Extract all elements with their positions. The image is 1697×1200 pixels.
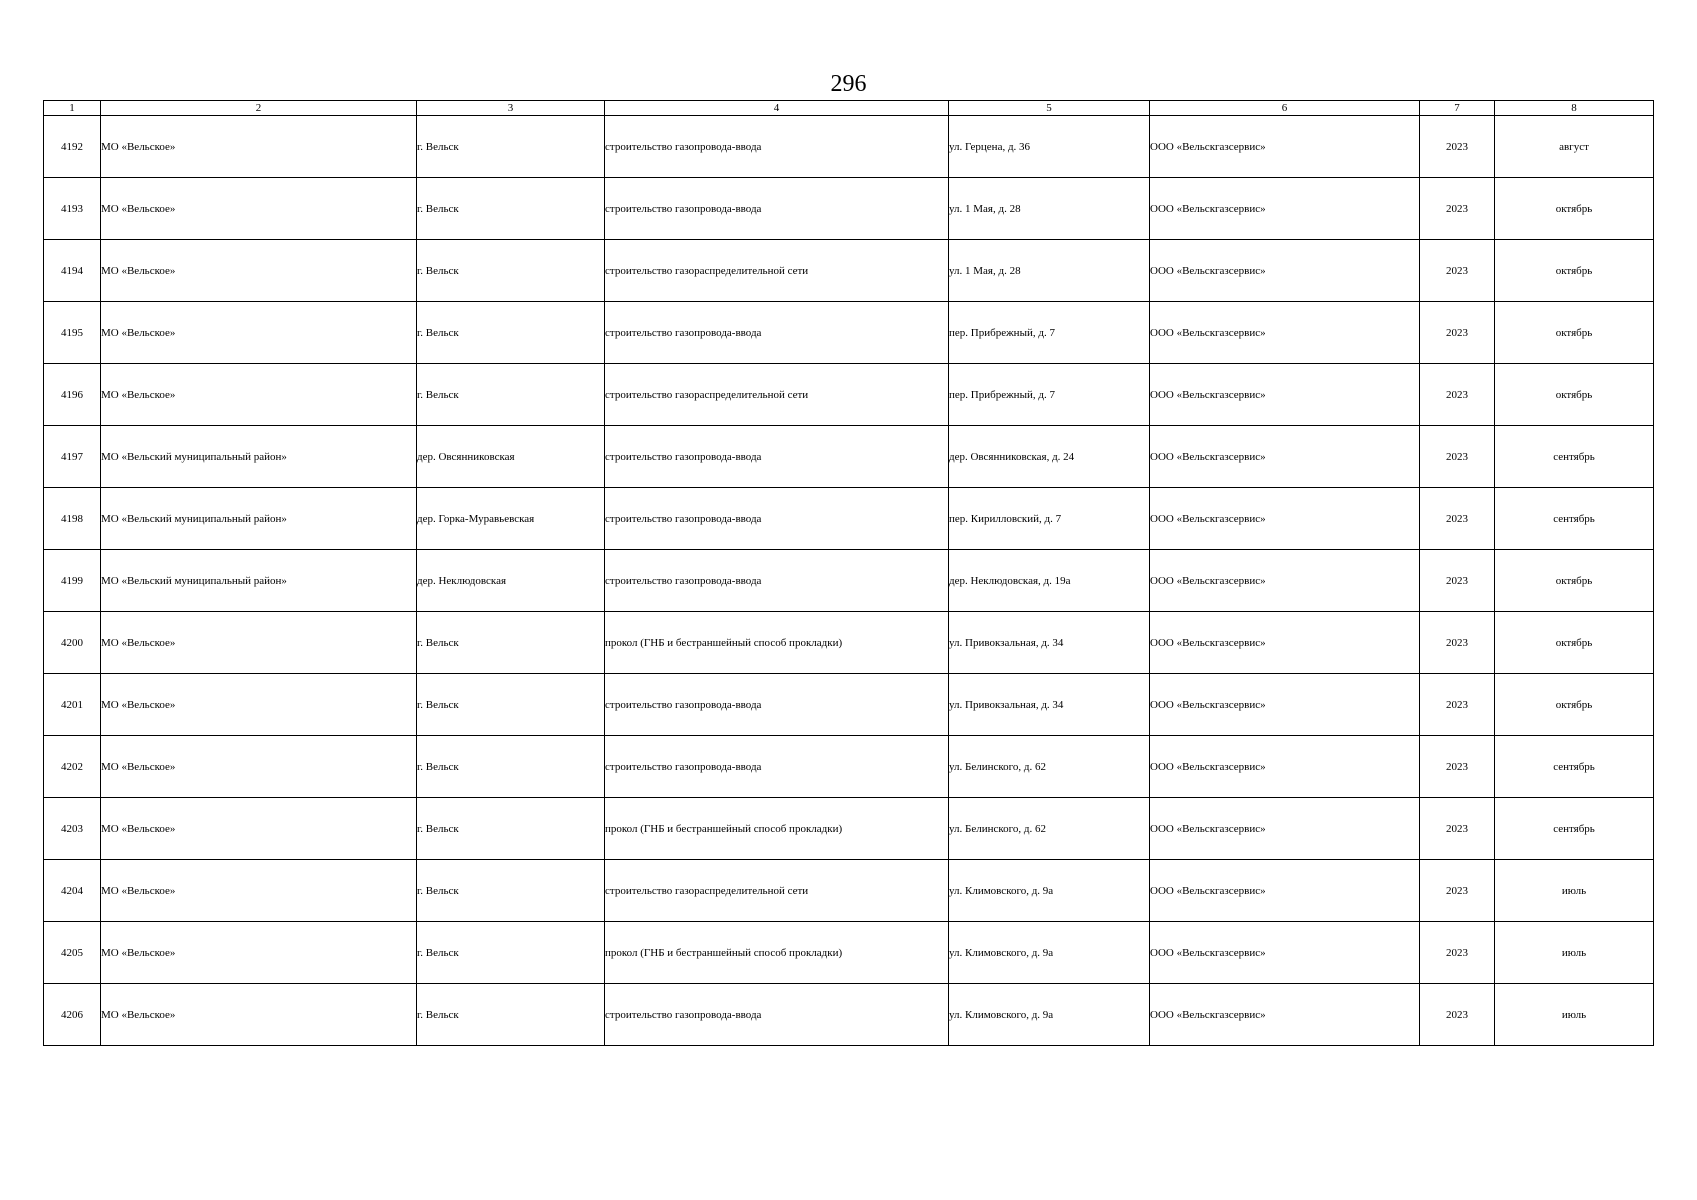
month-cell: июль [1495,922,1654,984]
locality-cell: г. Вельск [417,178,605,240]
year-cell: 2023 [1420,860,1495,922]
work-type-cell: прокол (ГНБ и бестраншейный способ прокладки) [605,922,949,984]
work-type-cell: строительство газораспределительной сети [605,240,949,302]
table-row [44,426,1654,488]
month-cell: июль [1495,984,1654,1046]
table-row [44,922,1654,984]
municipality-cell: МО «Вельское» [101,736,417,798]
municipality-cell: МО «Вельское» [101,612,417,674]
address-cell: пер. Кирилловский, д. 7 [949,488,1150,550]
work-type-cell: строительство газопровода-ввода [605,178,949,240]
address-cell: дер. Овсянниковская, д. 24 [949,426,1150,488]
address-cell: ул. Климовского, д. 9а [949,922,1150,984]
month-cell: сентябрь [1495,798,1654,860]
month-cell: октябрь [1495,612,1654,674]
month-cell: сентябрь [1495,488,1654,550]
table-body [44,116,1654,1046]
municipality-cell: МО «Вельское» [101,302,417,364]
work-type-cell: строительство газопровода-ввода [605,736,949,798]
month-cell: октябрь [1495,674,1654,736]
address-cell: пер. Прибрежный, д. 7 [949,364,1150,426]
year-cell: 2023 [1420,364,1495,426]
organization-cell: ООО «Вельскгазсервис» [1150,798,1420,860]
work-type-cell: строительство газопровода-ввода [605,674,949,736]
address-cell: ул. Привокзальная, д. 34 [949,612,1150,674]
row-number-cell: 4195 [44,302,101,364]
municipality-cell: МО «Вельское» [101,798,417,860]
table-row [44,550,1654,612]
organization-cell: ООО «Вельскгазсервис» [1150,364,1420,426]
year-cell: 2023 [1420,612,1495,674]
table-row [44,488,1654,550]
organization-cell: ООО «Вельскгазсервис» [1150,240,1420,302]
year-cell: 2023 [1420,488,1495,550]
year-cell: 2023 [1420,984,1495,1046]
header-row [44,101,1654,116]
column-header-1: 1 [44,101,101,116]
year-cell: 2023 [1420,302,1495,364]
work-type-cell: прокол (ГНБ и бестраншейный способ прокладки) [605,612,949,674]
row-number-cell: 4204 [44,860,101,922]
year-cell: 2023 [1420,674,1495,736]
month-cell: сентябрь [1495,736,1654,798]
municipality-cell: МО «Вельское» [101,240,417,302]
work-type-cell: строительство газораспределительной сети [605,364,949,426]
month-cell: октябрь [1495,240,1654,302]
municipality-cell: МО «Вельское» [101,364,417,426]
work-type-cell: строительство газопровода-ввода [605,426,949,488]
municipality-cell: МО «Вельское» [101,860,417,922]
municipality-cell: МО «Вельское» [101,984,417,1046]
page-number: 296 [830,71,867,97]
month-cell: октябрь [1495,178,1654,240]
row-number-cell: 4196 [44,364,101,426]
locality-cell: дер. Горка-Муравьевская [417,488,605,550]
locality-cell: г. Вельск [417,612,605,674]
table-row [44,984,1654,1046]
work-type-cell: строительство газопровода-ввода [605,116,949,178]
municipality-cell: МО «Вельский муниципальный район» [101,426,417,488]
organization-cell: ООО «Вельскгазсервис» [1150,426,1420,488]
locality-cell: г. Вельск [417,798,605,860]
row-number-cell: 4197 [44,426,101,488]
address-cell: дер. Неклюдовская, д. 19а [949,550,1150,612]
year-cell: 2023 [1420,736,1495,798]
address-cell: ул. 1 Мая, д. 28 [949,178,1150,240]
row-number-cell: 4206 [44,984,101,1046]
row-number-cell: 4205 [44,922,101,984]
work-type-cell: строительство газопровода-ввода [605,550,949,612]
table-row [44,116,1654,178]
row-number-cell: 4199 [44,550,101,612]
month-cell: июль [1495,860,1654,922]
address-cell: ул. Климовского, д. 9а [949,984,1150,1046]
organization-cell: ООО «Вельскгазсервис» [1150,674,1420,736]
column-header-3: 3 [417,101,605,116]
works-table [43,100,1654,1046]
column-header-2: 2 [101,101,417,116]
address-cell: ул. Климовского, д. 9а [949,860,1150,922]
year-cell: 2023 [1420,798,1495,860]
column-header-4: 4 [605,101,949,116]
organization-cell: ООО «Вельскгазсервис» [1150,116,1420,178]
table-row [44,612,1654,674]
row-number-cell: 4201 [44,674,101,736]
table-row [44,364,1654,426]
month-cell: октябрь [1495,550,1654,612]
address-cell: ул. 1 Мая, д. 28 [949,240,1150,302]
municipality-cell: МО «Вельский муниципальный район» [101,488,417,550]
year-cell: 2023 [1420,426,1495,488]
locality-cell: дер. Неклюдовская [417,550,605,612]
table-row [44,798,1654,860]
organization-cell: ООО «Вельскгазсервис» [1150,550,1420,612]
row-number-cell: 4203 [44,798,101,860]
locality-cell: г. Вельск [417,116,605,178]
work-type-cell: строительство газопровода-ввода [605,984,949,1046]
table-row [44,736,1654,798]
address-cell: ул. Белинского, д. 62 [949,736,1150,798]
work-type-cell: строительство газопровода-ввода [605,302,949,364]
table-row [44,240,1654,302]
address-cell: ул. Белинского, д. 62 [949,798,1150,860]
locality-cell: г. Вельск [417,674,605,736]
locality-cell: г. Вельск [417,984,605,1046]
month-cell: сентябрь [1495,426,1654,488]
row-number-cell: 4193 [44,178,101,240]
year-cell: 2023 [1420,116,1495,178]
locality-cell: г. Вельск [417,364,605,426]
organization-cell: ООО «Вельскгазсервис» [1150,984,1420,1046]
work-type-cell: строительство газопровода-ввода [605,488,949,550]
municipality-cell: МО «Вельское» [101,922,417,984]
month-cell: октябрь [1495,302,1654,364]
work-type-cell: строительство газораспределительной сети [605,860,949,922]
organization-cell: ООО «Вельскгазсервис» [1150,736,1420,798]
table-row [44,860,1654,922]
table-row [44,178,1654,240]
year-cell: 2023 [1420,178,1495,240]
locality-cell: г. Вельск [417,736,605,798]
locality-cell: г. Вельск [417,922,605,984]
organization-cell: ООО «Вельскгазсервис» [1150,302,1420,364]
locality-cell: г. Вельск [417,860,605,922]
organization-cell: ООО «Вельскгазсервис» [1150,860,1420,922]
address-cell: пер. Прибрежный, д. 7 [949,302,1150,364]
organization-cell: ООО «Вельскгазсервис» [1150,922,1420,984]
year-cell: 2023 [1420,550,1495,612]
organization-cell: ООО «Вельскгазсервис» [1150,488,1420,550]
row-number-cell: 4198 [44,488,101,550]
row-number-cell: 4192 [44,116,101,178]
row-number-cell: 4200 [44,612,101,674]
organization-cell: ООО «Вельскгазсервис» [1150,612,1420,674]
row-number-cell: 4202 [44,736,101,798]
table-row [44,302,1654,364]
row-number-cell: 4194 [44,240,101,302]
year-cell: 2023 [1420,240,1495,302]
locality-cell: г. Вельск [417,240,605,302]
locality-cell: дер. Овсянниковская [417,426,605,488]
column-header-8: 8 [1495,101,1654,116]
municipality-cell: МО «Вельское» [101,116,417,178]
work-type-cell: прокол (ГНБ и бестраншейный способ прокладки) [605,798,949,860]
municipality-cell: МО «Вельское» [101,674,417,736]
column-header-5: 5 [949,101,1150,116]
month-cell: октябрь [1495,364,1654,426]
organization-cell: ООО «Вельскгазсервис» [1150,178,1420,240]
table-row [44,674,1654,736]
column-header-6: 6 [1150,101,1420,116]
month-cell: август [1495,116,1654,178]
address-cell: ул. Герцена, д. 36 [949,116,1150,178]
municipality-cell: МО «Вельский муниципальный район» [101,550,417,612]
locality-cell: г. Вельск [417,302,605,364]
municipality-cell: МО «Вельское» [101,178,417,240]
address-cell: ул. Привокзальная, д. 34 [949,674,1150,736]
year-cell: 2023 [1420,922,1495,984]
column-header-7: 7 [1420,101,1495,116]
